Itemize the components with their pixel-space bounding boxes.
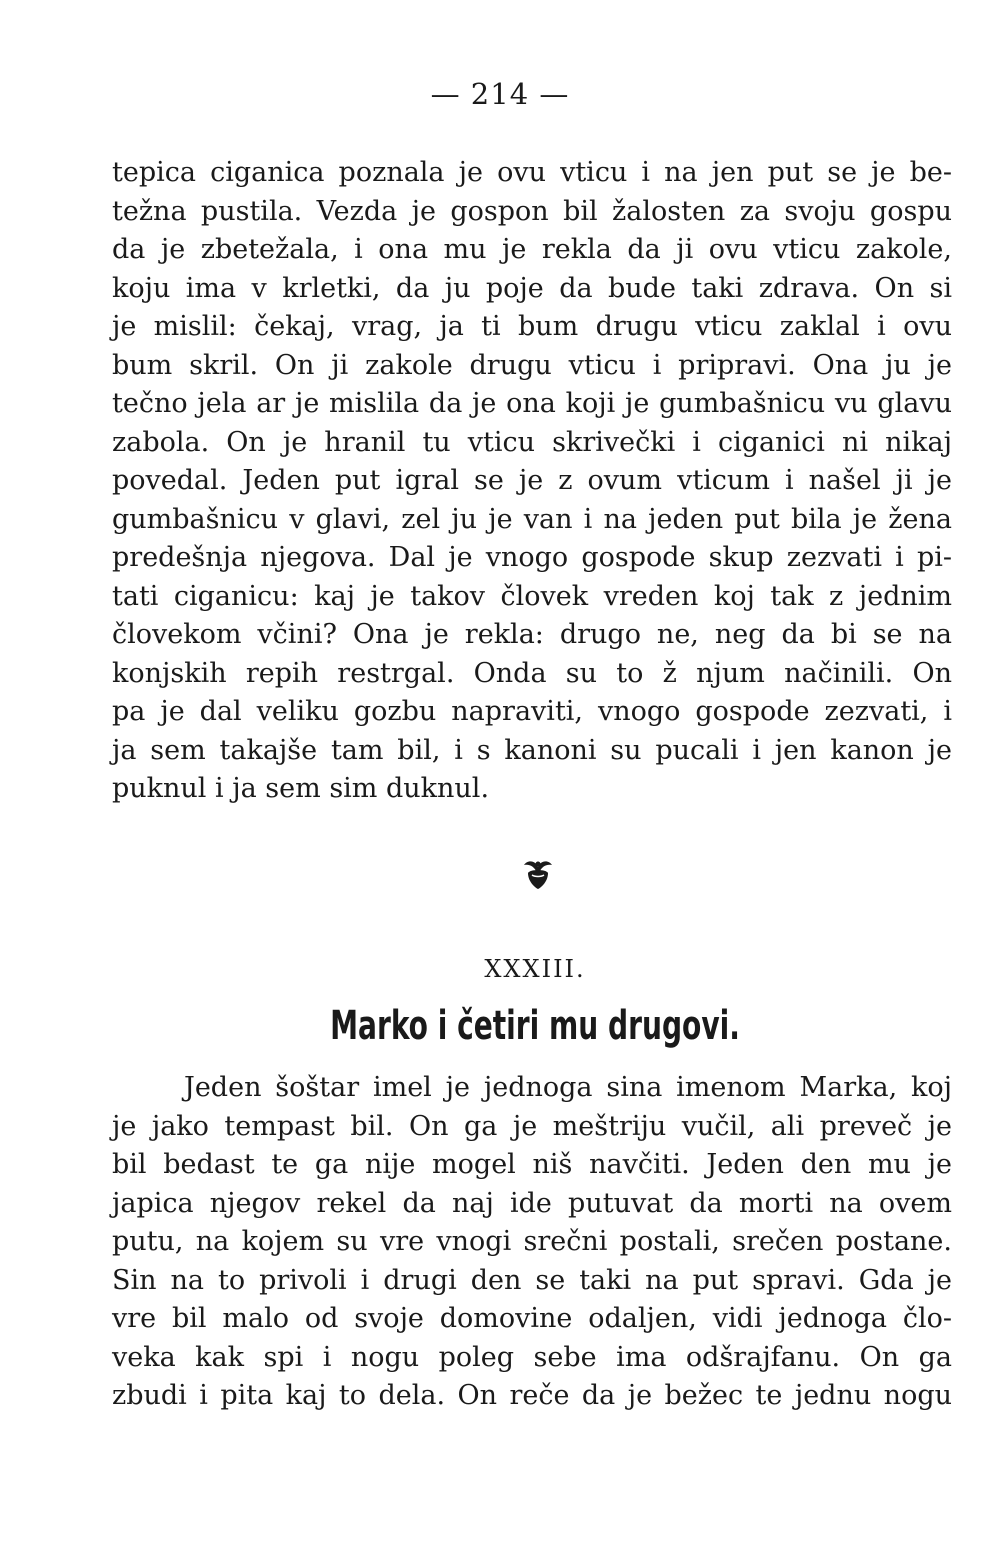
text-line: veka kak spi i nogu poleg sebe ima odšrajfanu. On ga <box>112 1341 952 1373</box>
text-line: tepica ciganica poznala je ovu vticu i na jen put se je be- <box>112 157 952 188</box>
text-line: je mislil: čekaj, vrag, ja ti bum drugu vticu zaklal i ovu <box>112 311 952 342</box>
text-line: je jako tempast bil. On ga je meštriju vučil, ali preveč je <box>112 1110 952 1142</box>
text-line: Jeden šoštar imel je jednoga sina imenom Marka, koj <box>184 1072 952 1103</box>
text-line: pa je dal veliku gozbu napraviti, vnogo gospode zezvati, i <box>112 696 952 727</box>
fleuron-icon <box>518 855 558 891</box>
chapter-number: XXXIII. <box>484 955 586 983</box>
text-line: putu, na kojem su vre vnogi srečni postali, srečen postane. <box>112 1226 952 1257</box>
text-line: konjskih repih restrgal. Onda su to ž njum načinili. On <box>112 657 952 689</box>
text-line: japica njegov rekel da naj ide putuvat da morti na ovem <box>112 1187 952 1219</box>
text-line: koju ima v krletki, da ju poje da bude taki zdrava. On si <box>112 272 952 304</box>
text-line: da je zbetežala, i ona mu je rekla da ji ovu vticu zakole, <box>112 234 952 265</box>
paragraph-chapter-start <box>112 1069 952 1416</box>
text-line: Sin na to privoli i drugi den se taki na put spravi. Gda je <box>112 1264 952 1296</box>
text-line: ja sem takajše tam bil, i s kanoni su pucali i jen kanon je <box>112 734 952 766</box>
text-line: zbudi i pita kaj to dela. On reče da je bežec te jednu nogu <box>112 1380 952 1411</box>
text-line: puknul i ja sem sim duknul. <box>112 773 490 804</box>
text-line: tati ciganicu: kaj je takov človek vreden koj tak z jednim <box>112 580 952 612</box>
paragraph-continued <box>112 154 952 809</box>
text-line: vre bil malo od svoje domovine odaljen, vidi jednoga člo- <box>112 1303 952 1334</box>
text-line: tečno jela ar je mislila da je ona koji je gumbašnicu vu glavu <box>112 388 952 419</box>
page-number: — 214 — <box>430 77 570 111</box>
text-line: bil bedast te ga nije mogel niš navčiti. Jeden den mu je <box>112 1149 952 1180</box>
text-line: bum skril. On ji zakole drugu vticu i pripravi. Ona ju je <box>112 349 952 381</box>
text-line: gumbašnicu v glavi, zel ju je van i na jeden put bila je žena <box>112 503 952 535</box>
chapter-title: Marko i četiri mu drugovi. <box>330 1003 740 1049</box>
text-line: zabola. On je hranil tu vticu skrivečki i ciganici ni nikaj <box>112 426 952 458</box>
text-line: težna pustila. Vezda je gospon bil žalosten za svoju gospu <box>112 195 952 227</box>
text-line: človekom včini? Ona je rekla: drugo ne, neg da bi se na <box>112 619 952 650</box>
text-line: predešnja njegova. Dal je vnogo gospode skup zezvati i pi- <box>112 542 952 573</box>
text-line: povedal. Jeden put igral se je z ovum vticum i našel ji je <box>112 465 952 496</box>
